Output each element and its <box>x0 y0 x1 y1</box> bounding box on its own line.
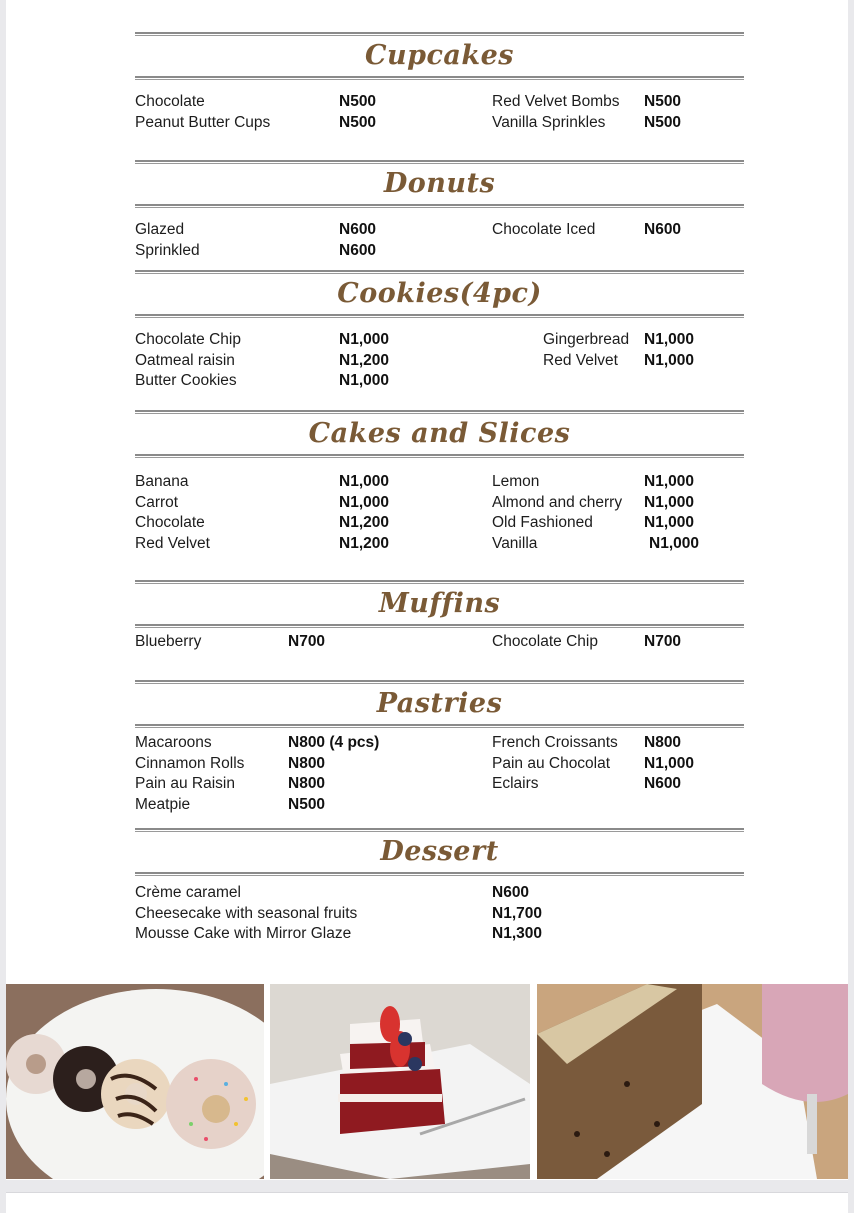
item-name: Red Velvet Bombs <box>492 93 620 110</box>
menu-item <box>135 924 744 944</box>
item-price: N1,000 <box>339 331 389 348</box>
item-name: Red Velvet <box>543 351 618 369</box>
menu-item <box>135 904 744 924</box>
item-price: N600 <box>644 775 682 792</box>
item-price: N500 <box>644 113 682 131</box>
menu-item <box>135 493 744 513</box>
item-price: N1,200 <box>339 514 389 531</box>
item-price: N1,000 <box>644 493 694 511</box>
section-rule-bottom <box>135 454 744 458</box>
menu-item <box>135 754 744 774</box>
menu-item <box>135 472 744 492</box>
section-rule-bottom <box>135 872 744 876</box>
item-name: Blueberry <box>135 633 202 650</box>
menu-section-cakes-and-slices <box>135 410 744 580</box>
item-name: Old Fashioned <box>492 514 593 531</box>
section-rule-bottom <box>135 624 744 628</box>
menu-section-muffins <box>135 580 744 680</box>
section-rule-bottom <box>135 76 744 80</box>
item-name: Chocolate Chip <box>135 331 241 348</box>
item-price: N800 <box>288 775 326 792</box>
item-name: Meatpie <box>135 795 191 813</box>
next-card <box>6 1192 848 1213</box>
menu-section-cupcakes <box>135 32 744 160</box>
item-name: Cinnamon Rolls <box>135 754 245 772</box>
item-price: N1,200 <box>339 351 389 369</box>
item-name: Pain au Chocolat <box>492 754 611 772</box>
item-name: French Croissants <box>492 734 618 751</box>
item-price: N1,000 <box>649 534 699 552</box>
item-price: N600 <box>492 884 530 901</box>
item-price: N1,000 <box>339 493 389 511</box>
item-price: N1,200 <box>339 534 389 552</box>
red-velvet-image <box>270 984 530 1179</box>
menu-section-pastries <box>135 680 744 828</box>
section-heading: Muffins <box>378 588 501 619</box>
menu-item <box>135 351 744 371</box>
item-name: Vanilla Sprinkles <box>492 113 606 131</box>
photo-red-velvet[interactable] <box>270 984 530 1179</box>
menu-item <box>135 733 744 753</box>
item-price: N700 <box>288 633 326 650</box>
item-name: Eclairs <box>492 775 539 792</box>
item-name: Red Velvet <box>135 534 210 552</box>
item-price: N500 <box>644 93 682 110</box>
item-name: Glazed <box>135 221 185 238</box>
menu-item <box>135 632 744 652</box>
menu-item <box>135 92 744 112</box>
item-price: N800 <box>288 754 326 772</box>
section-heading: Pastries <box>376 688 503 719</box>
section-heading: Cakes and Slices <box>308 418 571 449</box>
item-price: N600 <box>644 221 682 238</box>
section-rule-bottom <box>135 204 744 208</box>
item-name: Chocolate <box>135 514 205 531</box>
item-price: N700 <box>644 633 682 650</box>
menu-item <box>135 330 744 350</box>
menu-item <box>135 534 744 554</box>
menu-item <box>135 883 744 903</box>
item-name: Butter Cookies <box>135 372 237 389</box>
item-name: Carrot <box>135 493 179 511</box>
item-price: N1,000 <box>644 473 694 490</box>
item-name: Pain au Raisin <box>135 775 235 792</box>
item-price: N1,000 <box>644 331 694 348</box>
photo-loaf-cake[interactable] <box>537 984 848 1179</box>
item-name: Vanilla <box>492 534 538 552</box>
item-price: N500 <box>288 795 326 813</box>
donuts-image <box>6 984 264 1179</box>
item-name: Chocolate Iced <box>492 221 596 238</box>
section-rule-bottom <box>135 724 744 728</box>
section-heading: Donuts <box>383 168 496 199</box>
item-name: Sprinkled <box>135 241 200 259</box>
item-price: N1,000 <box>644 754 694 772</box>
section-heading: Dessert <box>380 836 499 867</box>
loaf-cake-image <box>537 984 848 1179</box>
menu-item <box>135 220 744 240</box>
item-name: Chocolate Chip <box>492 633 598 650</box>
menu-section-dessert <box>135 828 744 948</box>
item-name: Oatmeal raisin <box>135 351 235 369</box>
menu-item <box>135 113 744 133</box>
section-heading: Cookies(4pc) <box>337 278 542 309</box>
item-price: N800 (4 pcs) <box>288 734 380 751</box>
item-price: N1,000 <box>644 514 694 531</box>
item-name: Mousse Cake with Mirror Glaze <box>135 925 352 942</box>
item-name: Gingerbread <box>543 331 630 348</box>
menu-item <box>135 371 744 391</box>
item-price: N800 <box>644 734 682 751</box>
item-price: N500 <box>339 93 377 110</box>
menu-item <box>135 241 744 261</box>
item-price: N1,000 <box>644 351 694 369</box>
item-name: Cheesecake with seasonal fruits <box>135 904 358 922</box>
menu-item <box>135 795 744 815</box>
item-name: Peanut Butter Cups <box>135 113 271 131</box>
menu-section-donuts <box>135 160 744 270</box>
section-heading: Cupcakes <box>364 40 515 71</box>
photo-strip <box>6 984 848 1179</box>
item-price: N1,000 <box>339 372 389 389</box>
photo-donuts[interactable] <box>6 984 264 1179</box>
item-name: Chocolate <box>135 93 205 110</box>
item-name: Macaroons <box>135 734 212 751</box>
item-price: N1,300 <box>492 925 542 942</box>
item-price: N1,000 <box>339 473 389 490</box>
item-price: N600 <box>339 241 377 259</box>
menu-item <box>135 513 744 533</box>
menu-section-cookies-4pc <box>135 270 744 410</box>
section-rule-bottom <box>135 314 744 318</box>
item-name: Almond and cherry <box>492 493 623 511</box>
item-name: Crème caramel <box>135 884 241 901</box>
item-price: N500 <box>339 113 377 131</box>
item-name: Banana <box>135 473 189 490</box>
item-price: N1,700 <box>492 904 542 922</box>
item-price: N600 <box>339 221 377 238</box>
menu-item <box>135 774 744 794</box>
item-name: Lemon <box>492 473 540 490</box>
